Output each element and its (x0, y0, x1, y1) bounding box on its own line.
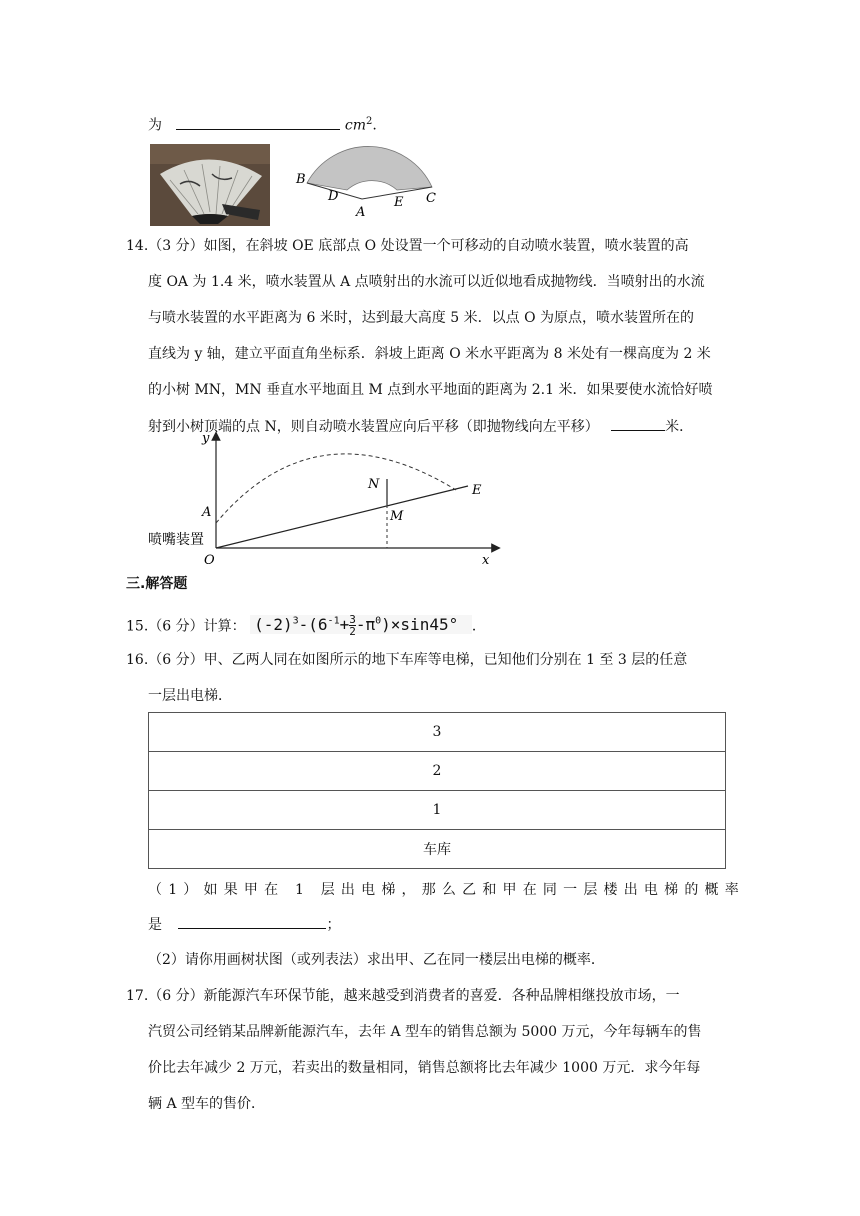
q13-unit-exponent: 2 (366, 116, 373, 127)
table-row (149, 752, 726, 791)
q13-sector-diagram (290, 138, 450, 220)
formula-part: (-2) (254, 615, 293, 635)
q14-unit: 米． (665, 419, 694, 435)
q16-line-1 (126, 650, 687, 670)
q14-number: 14. (126, 238, 149, 254)
point-O-label: O (204, 553, 215, 568)
q16-sub1-line-2 (148, 914, 340, 935)
q17-text: 新能源汽车环保节能，越来越受到消费者的喜爱．各种品牌相继投放市场，一 (203, 988, 680, 1004)
fraction-numerator: 3 (349, 613, 356, 627)
q16-score: （6 分） (148, 652, 204, 668)
q13-unit: cm (344, 117, 367, 134)
q15-period: ． (471, 618, 486, 635)
q17-line-4: 辆 A 型车的售价． (148, 1096, 266, 1112)
q13-prefix: 为 (148, 117, 162, 134)
point-N-label: N (368, 477, 380, 492)
q14-line-3: 与喷水装置的水平距离为 6 米时，达到最大高度 5 米．以点 O 为原点，喷水装置所在的 (148, 310, 694, 326)
q15-score: （6 分） (148, 618, 204, 635)
q15-number: 15. (126, 618, 149, 635)
floor-cell: 2 (149, 752, 726, 791)
axis-y-label: y (202, 431, 210, 446)
q17-line-1 (126, 986, 680, 1006)
floor-cell: 1 (149, 791, 726, 830)
fan-photo (150, 144, 270, 226)
formula-part: + (339, 615, 350, 635)
q14-text: 如图，在斜坡 OE 底部点 O 处设置一个可移动的自动喷水装置，喷水装置的高 (203, 238, 689, 254)
section-title-3: 三.解答题 (126, 576, 188, 592)
elevator-floor-table (148, 712, 726, 869)
q13-answer-line (148, 112, 377, 136)
table-row (149, 713, 726, 752)
q15-formula (250, 613, 472, 639)
label-A: A (356, 205, 366, 220)
q14-line-2: 度 OA 为 1.4 米，喷水装置从 A 点喷射出的水流可以近似地看成抛物线．当喷射出的水流 (148, 274, 705, 290)
q16-answer-blank[interactable] (178, 914, 326, 929)
label-B: B (296, 172, 306, 187)
formula-fraction (349, 614, 356, 637)
q14-line-6-text: 射到小树顶端的点 N，则自动喷水装置应向后平移（即抛物线向左平移） (148, 419, 599, 435)
formula-part: -π (355, 615, 376, 635)
formula-exponent: 3 (292, 616, 299, 627)
q15-prefix: 计算： (203, 618, 246, 635)
label-D: D (328, 189, 339, 204)
point-A-label: A (202, 505, 212, 520)
q17-score: （6 分） (148, 988, 204, 1004)
q16-text: 甲、乙两人同在如图所示的地下车库等电梯，已知他们分别在 1 至 3 层的任意 (203, 652, 688, 668)
table-row (149, 791, 726, 830)
fraction-denominator: 2 (349, 625, 356, 639)
device-label: 喷嘴装置 (148, 532, 204, 548)
axis-x-label: x (482, 553, 490, 568)
formula-part: )×sin45° (381, 615, 459, 635)
formula-exponent: -1 (327, 616, 340, 627)
floor-cell: 车库 (149, 830, 726, 869)
formula-exponent: 0 (375, 616, 382, 627)
q16-number: 16. (126, 652, 149, 668)
q17-line-3: 价比去年减少 2 万元，若卖出的数量相同，销售总额将比去年减少 1000 万元．求今年每 (148, 1060, 701, 1076)
q16-sub1-suffix: ； (326, 917, 341, 933)
q14-score: （3 分） (148, 238, 204, 254)
q17-line-2: 汽贸公司经销某品牌新能源汽车，去年 A 型车的销售总额为 5000 万元，今年每辆车的售 (148, 1024, 702, 1040)
q16-sub1-prefix: 是 (148, 917, 162, 933)
q16-sub2: （2）请你用画树状图（或列表法）求出甲、乙在同一楼层出电梯的概率． (148, 952, 605, 968)
q14-line-1 (126, 236, 689, 256)
label-E: E (394, 195, 404, 210)
formula-part: -(6 (298, 615, 328, 635)
point-E-label: E (472, 483, 482, 498)
q15-line (126, 612, 486, 637)
q14-line-5: 的小树 MN，MN 垂直水平地面且 M 点到水平地面的距离为 2.1 米．如果要使水流恰好喷 (148, 382, 713, 398)
q13-answer-blank[interactable] (176, 115, 340, 130)
floor-cell: 3 (149, 713, 726, 752)
q16-sub1-line-1: （1）如果甲在 1 层出电梯，那么乙和甲在同一层楼出电梯的概率 (148, 882, 745, 898)
q17-number: 17. (126, 988, 149, 1004)
q13-period: . (372, 117, 377, 134)
q14-answer-blank[interactable] (611, 416, 665, 431)
point-M-label: M (390, 509, 404, 524)
table-row (149, 830, 726, 869)
label-C: C (426, 191, 436, 206)
q14-coordinate-graph (140, 428, 510, 568)
q16-line-2: 一层出电梯． (148, 688, 232, 704)
q14-line-4: 直线为 y 轴，建立平面直角坐标系．斜坡上距离 O 米水平距离为 8 米处有一棵高度为 2 米 (148, 346, 711, 362)
